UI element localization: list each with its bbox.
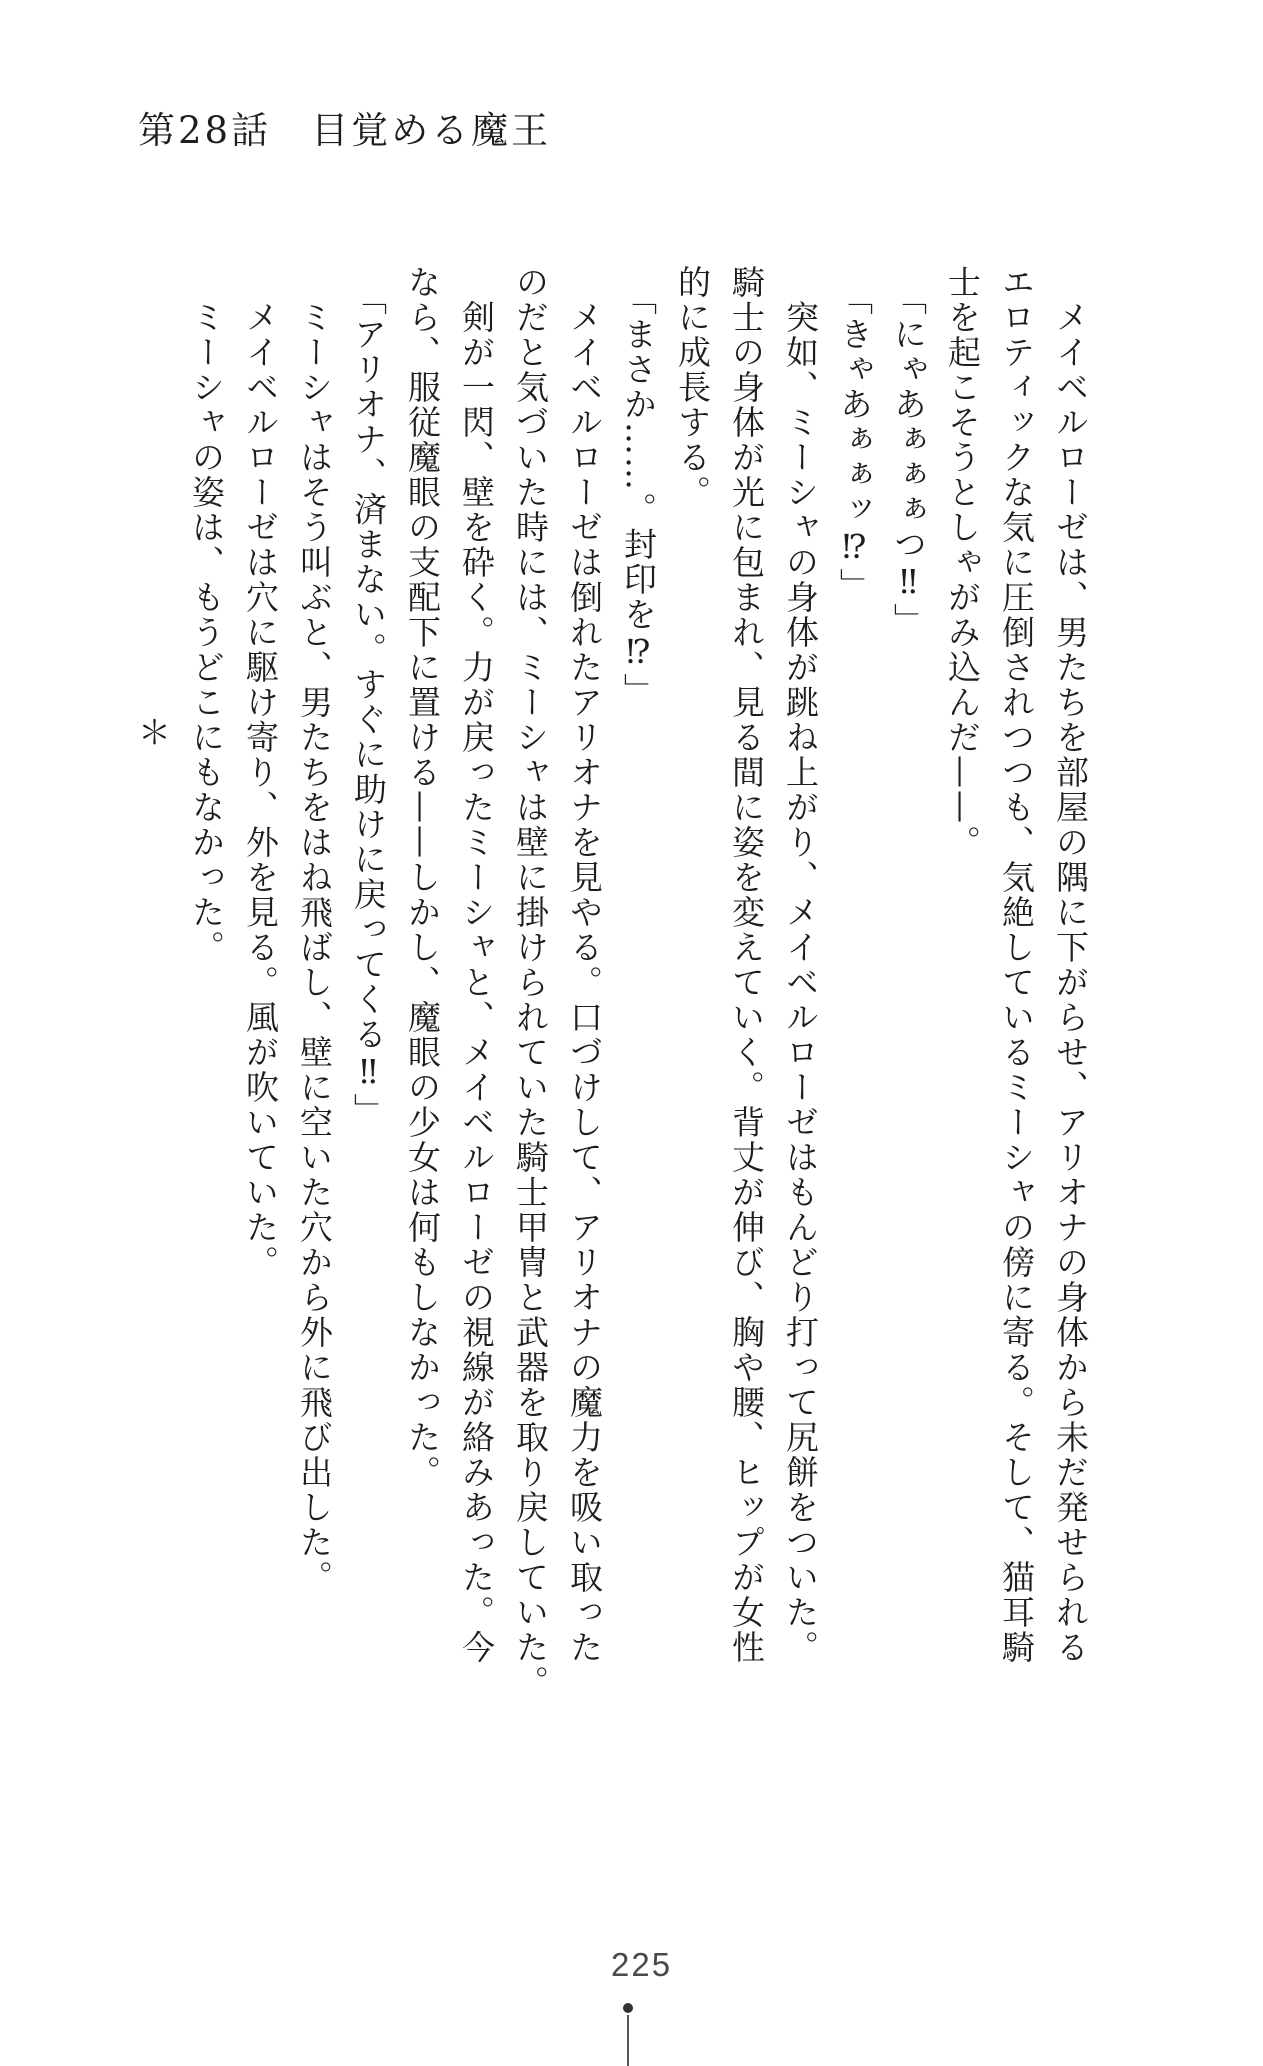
scene-break-asterisk: ＊ bbox=[133, 715, 172, 750]
page-number: 225 bbox=[611, 1946, 673, 1983]
text-line: 士を起こそうとしゃがみ込んだ——。 bbox=[943, 265, 982, 860]
text-line: 騎士の身体が光に包まれ、見る間に姿を変えていく。背丈が伸び、胸や腰、ヒップが女性 bbox=[727, 265, 766, 1665]
text-line: ミーシャの姿は、もうどこにもなかった。 bbox=[187, 300, 226, 965]
text-line: 「きゃあぁぁッ⁉」 bbox=[835, 282, 874, 603]
text-line: ミーシャはそう叫ぶと、男たちをはね飛ばし、壁に空いた穴から外に飛び出した。 bbox=[295, 300, 334, 1595]
folio-mark bbox=[621, 2003, 635, 2066]
text-line: エロティックな気に圧倒されつつも、気絶しているミーシャの傍に寄る。そして、猫耳騎 bbox=[997, 265, 1036, 1665]
text-line: メイベルローゼは、男たちを部屋の隅に下がらせ、アリオナの身体から未だ発せられる bbox=[1051, 300, 1090, 1665]
text-line: メイベルローゼは倒れたアリオナを見やる。口づけして、アリオナの魔力を吸い取った bbox=[565, 300, 604, 1665]
text-line: 「まさか……。封印を⁉」 bbox=[619, 282, 658, 708]
folio-line bbox=[627, 2015, 629, 2066]
text-line: 突如、ミーシャの身体が跳ね上がり、メイベルローゼはもんどり打って尻餅をついた。 bbox=[781, 300, 820, 1665]
text-line: 剣が一閃、壁を砕く。力が戻ったミーシャと、メイベルローゼの視線が絡みあった。今 bbox=[457, 300, 496, 1665]
chapter-header: 第28話 目覚める魔王 bbox=[138, 109, 552, 152]
text-line: のだと気づいた時には、ミーシャは壁に掛けられていた騎士甲冑と武器を取り戻していた。 bbox=[511, 265, 550, 1700]
text-line: 「アリオナ、済まない。すぐに助けに戻ってくる‼」 bbox=[349, 282, 388, 1128]
text-line: 「にゃあぁぁぁつ‼」 bbox=[889, 282, 928, 638]
text-line: メイベルローゼは穴に駆け寄り、外を見る。風が吹いていた。 bbox=[241, 300, 280, 1280]
folio-dot-icon bbox=[623, 2003, 633, 2013]
text-line: 的に成長する。 bbox=[673, 265, 712, 510]
body-text bbox=[125, 265, 1097, 1700]
text-line: なら、服従魔眼の支配下に置ける——しかし、魔眼の少女は何もしなかった。 bbox=[403, 265, 442, 1490]
